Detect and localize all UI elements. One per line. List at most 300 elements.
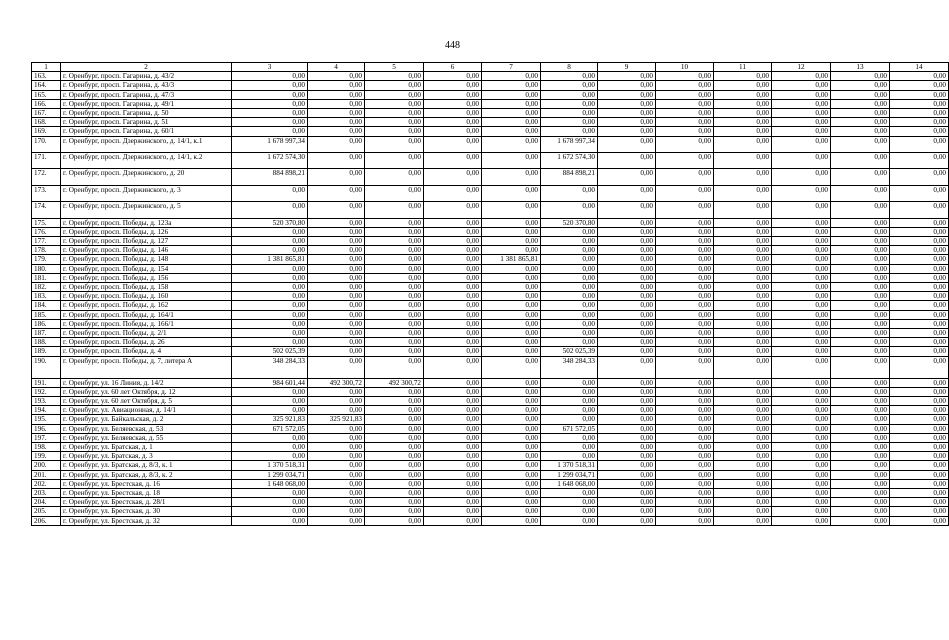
amount-cell: 0,00: [831, 246, 890, 255]
amount-cell: 0,00: [482, 406, 541, 415]
amount-cell: 0,00: [714, 433, 772, 442]
amount-cell: 0,00: [831, 81, 890, 90]
table-row: [32, 273, 949, 282]
amount-cell: 0,00: [541, 387, 598, 396]
row-number-cell: 170.: [32, 136, 61, 152]
amount-cell: 0,00: [656, 415, 714, 424]
amount-cell: 0,00: [890, 507, 949, 516]
amount-cell: 0,00: [424, 319, 482, 328]
amount-cell: 0,00: [772, 310, 831, 319]
address-cell: г. Оренбург, просп. Победы, д. 7, литера А: [61, 356, 232, 378]
amount-cell: 0,00: [365, 479, 424, 488]
amount-cell: 0,00: [656, 127, 714, 136]
amount-cell: 0,00: [308, 264, 365, 273]
amount-cell: 0,00: [424, 397, 482, 406]
amount-cell: 0,00: [831, 301, 890, 310]
amount-cell: 0,00: [772, 118, 831, 127]
amount-cell: 0,00: [890, 264, 949, 273]
amount-cell: 0,00: [772, 81, 831, 90]
amount-cell: 0,00: [308, 301, 365, 310]
amount-cell: 0,00: [831, 452, 890, 461]
amount-cell: 0,00: [890, 310, 949, 319]
amount-cell: 0,00: [772, 218, 831, 227]
amount-cell: 0,00: [232, 127, 308, 136]
amount-cell: 0,00: [656, 264, 714, 273]
amount-cell: 0,00: [365, 273, 424, 282]
amount-cell: 0,00: [424, 387, 482, 396]
table-row: [32, 109, 949, 118]
amount-cell: 0,00: [890, 218, 949, 227]
amount-cell: 0,00: [656, 136, 714, 152]
amount-cell: 0,00: [482, 127, 541, 136]
amount-cell: 0,00: [598, 246, 656, 255]
amount-cell: 0,00: [232, 202, 308, 218]
address-cell: г. Оренбург, просп. Дзержинского, д. 3: [61, 185, 232, 201]
amount-cell: 0,00: [541, 406, 598, 415]
row-number-cell: 186.: [32, 319, 61, 328]
table-row: [32, 347, 949, 356]
amount-cell: 0,00: [424, 255, 482, 264]
amount-cell: 0,00: [424, 136, 482, 152]
amount-cell: 0,00: [541, 255, 598, 264]
amount-cell: 0,00: [232, 227, 308, 236]
amount-cell: 1 299 034,71: [232, 470, 308, 479]
amount-cell: 671 572,05: [232, 424, 308, 433]
amount-cell: 0,00: [365, 489, 424, 498]
amount-cell: 0,00: [890, 292, 949, 301]
amount-cell: 0,00: [365, 185, 424, 201]
amount-cell: 0,00: [772, 406, 831, 415]
address-cell: г. Оренбург, просп. Гагарина, д. 43/3: [61, 81, 232, 90]
row-number-cell: 197.: [32, 433, 61, 442]
amount-cell: 0,00: [772, 516, 831, 525]
amount-cell: 0,00: [714, 72, 772, 81]
amount-cell: 0,00: [308, 118, 365, 127]
amount-cell: 0,00: [598, 283, 656, 292]
amount-cell: 1 648 068,00: [541, 479, 598, 488]
amount-cell: 0,00: [424, 99, 482, 108]
column-number-header: 3: [232, 63, 308, 72]
amount-cell: 0,00: [772, 185, 831, 201]
amount-cell: 0,00: [890, 255, 949, 264]
address-cell: г. Оренбург, просп. Победы, д. 158: [61, 283, 232, 292]
amount-cell: 1 678 997,34: [232, 136, 308, 152]
amount-cell: 0,00: [772, 292, 831, 301]
row-number-cell: 163.: [32, 72, 61, 81]
amount-cell: 0,00: [831, 127, 890, 136]
amount-cell: 0,00: [482, 310, 541, 319]
amount-cell: 0,00: [656, 169, 714, 185]
amount-cell: 0,00: [598, 255, 656, 264]
amount-cell: 0,00: [714, 347, 772, 356]
amount-cell: 0,00: [831, 283, 890, 292]
table-row: [32, 153, 949, 169]
amount-cell: 0,00: [598, 424, 656, 433]
amount-cell: 0,00: [714, 227, 772, 236]
amount-cell: 0,00: [598, 109, 656, 118]
amount-cell: 0,00: [656, 443, 714, 452]
amount-cell: 0,00: [424, 507, 482, 516]
amount-cell: 0,00: [831, 507, 890, 516]
address-cell: г. Оренбург, просп. Победы, д. 123а: [61, 218, 232, 227]
row-number-cell: 166.: [32, 99, 61, 108]
amount-cell: 492 300,72: [308, 378, 365, 387]
amount-cell: 0,00: [890, 329, 949, 338]
row-number-cell: 196.: [32, 424, 61, 433]
address-cell: г. Оренбург, ул. Беляевская, д. 53: [61, 424, 232, 433]
row-number-cell: 201.: [32, 470, 61, 479]
amount-cell: 0,00: [365, 99, 424, 108]
address-cell: г. Оренбург, ул. Брестская, д. 28/1: [61, 498, 232, 507]
column-number-header: 11: [714, 63, 772, 72]
column-number-header: 9: [598, 63, 656, 72]
amount-cell: 0,00: [598, 461, 656, 470]
amount-cell: 0,00: [714, 109, 772, 118]
column-number-header: 5: [365, 63, 424, 72]
amount-cell: 0,00: [656, 433, 714, 442]
address-cell: г. Оренбург, ул. Братская, д. 1: [61, 443, 232, 452]
amount-cell: 0,00: [424, 338, 482, 347]
amount-cell: 0,00: [714, 90, 772, 99]
amount-cell: 0,00: [831, 433, 890, 442]
amount-cell: 0,00: [308, 452, 365, 461]
amount-cell: 0,00: [482, 479, 541, 488]
amount-cell: 0,00: [365, 397, 424, 406]
amount-cell: 0,00: [482, 387, 541, 396]
row-number-cell: 173.: [32, 185, 61, 201]
amount-cell: 0,00: [831, 169, 890, 185]
amount-cell: 0,00: [714, 356, 772, 378]
amount-cell: 0,00: [308, 347, 365, 356]
amount-cell: 0,00: [308, 310, 365, 319]
amount-cell: 0,00: [232, 489, 308, 498]
table-row: [32, 310, 949, 319]
amount-cell: 0,00: [714, 329, 772, 338]
amount-cell: 0,00: [482, 452, 541, 461]
address-cell: г. Оренбург, просп. Победы, д. 162: [61, 301, 232, 310]
column-number-header: 1: [32, 63, 61, 72]
amount-cell: 0,00: [656, 479, 714, 488]
amount-cell: 0,00: [890, 118, 949, 127]
amount-cell: 0,00: [424, 424, 482, 433]
amount-cell: 0,00: [232, 109, 308, 118]
amount-cell: 0,00: [308, 292, 365, 301]
amount-cell: 0,00: [772, 387, 831, 396]
amount-cell: 0,00: [714, 397, 772, 406]
amount-cell: 0,00: [424, 90, 482, 99]
amount-cell: 0,00: [598, 378, 656, 387]
address-cell: г. Оренбург, просп. Гагарина, д. 43/2: [61, 72, 232, 81]
row-number-cell: 185.: [32, 310, 61, 319]
amount-cell: 0,00: [365, 283, 424, 292]
amount-cell: 0,00: [714, 461, 772, 470]
amount-cell: 0,00: [365, 329, 424, 338]
amount-cell: 0,00: [714, 136, 772, 152]
row-number-cell: 172.: [32, 169, 61, 185]
amount-cell: 0,00: [308, 433, 365, 442]
amount-cell: 0,00: [365, 507, 424, 516]
amount-cell: 0,00: [365, 310, 424, 319]
amount-cell: 0,00: [714, 127, 772, 136]
amount-cell: 0,00: [232, 433, 308, 442]
table-row: [32, 319, 949, 328]
amount-cell: 0,00: [831, 424, 890, 433]
amount-cell: 0,00: [890, 356, 949, 378]
amount-cell: 0,00: [482, 347, 541, 356]
amount-cell: 0,00: [598, 202, 656, 218]
amount-cell: 0,00: [598, 236, 656, 245]
amount-cell: 0,00: [656, 283, 714, 292]
amount-cell: 0,00: [232, 99, 308, 108]
amount-cell: 0,00: [831, 185, 890, 201]
amount-cell: 0,00: [365, 452, 424, 461]
amount-cell: 0,00: [541, 90, 598, 99]
amount-cell: 0,00: [598, 479, 656, 488]
address-cell: г. Оренбург, ул. Брестская, д. 18: [61, 489, 232, 498]
amount-cell: 0,00: [772, 498, 831, 507]
amount-cell: 0,00: [772, 99, 831, 108]
amount-cell: 0,00: [598, 443, 656, 452]
table-row: [32, 356, 949, 378]
amount-cell: 0,00: [772, 470, 831, 479]
amount-cell: 0,00: [424, 498, 482, 507]
amount-cell: 0,00: [831, 90, 890, 99]
row-number-cell: 205.: [32, 507, 61, 516]
amount-cell: 0,00: [831, 443, 890, 452]
amount-cell: 0,00: [424, 443, 482, 452]
amount-cell: 0,00: [482, 397, 541, 406]
address-cell: г. Оренбург, ул. Братская, д. 3: [61, 452, 232, 461]
amount-cell: 0,00: [424, 347, 482, 356]
amount-cell: 0,00: [308, 498, 365, 507]
amount-cell: 0,00: [890, 246, 949, 255]
address-cell: г. Оренбург, ул. Братская, д. 8/3, к. 2: [61, 470, 232, 479]
amount-cell: 0,00: [482, 273, 541, 282]
column-number-header: 2: [61, 63, 232, 72]
amount-cell: 0,00: [308, 470, 365, 479]
table-row: [32, 498, 949, 507]
amount-cell: 0,00: [598, 90, 656, 99]
amount-cell: 0,00: [424, 153, 482, 169]
amount-cell: 0,00: [598, 127, 656, 136]
amount-cell: 0,00: [598, 292, 656, 301]
address-cell: г. Оренбург, ул. Братская, д. 8/3, к. 1: [61, 461, 232, 470]
amount-cell: 0,00: [598, 264, 656, 273]
amount-cell: 0,00: [714, 99, 772, 108]
amount-cell: 0,00: [656, 202, 714, 218]
amount-cell: 0,00: [541, 185, 598, 201]
amount-cell: 0,00: [890, 109, 949, 118]
amount-cell: 0,00: [831, 99, 890, 108]
amount-cell: 0,00: [714, 387, 772, 396]
amount-cell: 0,00: [772, 236, 831, 245]
amount-cell: 0,00: [482, 118, 541, 127]
row-number-cell: 179.: [32, 255, 61, 264]
amount-cell: 1 299 034,71: [541, 470, 598, 479]
amount-cell: 0,00: [598, 433, 656, 442]
address-cell: г. Оренбург, ул. 60 лет Октября, д. 5: [61, 397, 232, 406]
amount-cell: 0,00: [714, 169, 772, 185]
amount-cell: 0,00: [714, 406, 772, 415]
amount-cell: 1 381 865,81: [482, 255, 541, 264]
amount-cell: 0,00: [890, 479, 949, 488]
amount-cell: 502 025,39: [232, 347, 308, 356]
amount-cell: 0,00: [365, 424, 424, 433]
amount-cell: 0,00: [598, 118, 656, 127]
amount-cell: 0,00: [424, 218, 482, 227]
amount-cell: 0,00: [772, 169, 831, 185]
amount-cell: 0,00: [656, 516, 714, 525]
amount-cell: 0,00: [598, 507, 656, 516]
amount-cell: 0,00: [656, 118, 714, 127]
amount-cell: 0,00: [541, 109, 598, 118]
column-number-header: 7: [482, 63, 541, 72]
address-cell: г. Оренбург, ул. Брестская, д. 30: [61, 507, 232, 516]
table-row: [32, 99, 949, 108]
amount-cell: 0,00: [890, 338, 949, 347]
amount-cell: 0,00: [541, 99, 598, 108]
row-number-cell: 199.: [32, 452, 61, 461]
amount-cell: 0,00: [656, 185, 714, 201]
amount-cell: 0,00: [890, 387, 949, 396]
amount-cell: 0,00: [831, 329, 890, 338]
amount-cell: 0,00: [541, 301, 598, 310]
amount-cell: 0,00: [772, 415, 831, 424]
table-row: [32, 433, 949, 442]
amount-cell: 0,00: [714, 489, 772, 498]
amount-cell: 0,00: [656, 301, 714, 310]
amount-cell: 0,00: [831, 118, 890, 127]
amount-cell: 0,00: [772, 397, 831, 406]
amount-cell: 0,00: [365, 81, 424, 90]
amount-cell: 0,00: [890, 443, 949, 452]
amount-cell: 0,00: [365, 498, 424, 507]
page-number: 448: [445, 40, 460, 51]
amount-cell: 0,00: [308, 90, 365, 99]
amount-cell: 0,00: [890, 397, 949, 406]
table-row: [32, 461, 949, 470]
amount-cell: 0,00: [482, 356, 541, 378]
amount-cell: 0,00: [598, 338, 656, 347]
amount-cell: 0,00: [308, 406, 365, 415]
amount-cell: 0,00: [365, 443, 424, 452]
amount-cell: 0,00: [656, 90, 714, 99]
amount-cell: 0,00: [424, 72, 482, 81]
row-number-cell: 189.: [32, 347, 61, 356]
amount-cell: 0,00: [772, 424, 831, 433]
amount-cell: 0,00: [232, 329, 308, 338]
amount-cell: 0,00: [541, 127, 598, 136]
amount-cell: 492 300,72: [365, 378, 424, 387]
amount-cell: 0,00: [656, 310, 714, 319]
amount-cell: 0,00: [656, 387, 714, 396]
amount-cell: 0,00: [772, 246, 831, 255]
amount-cell: 0,00: [656, 109, 714, 118]
amount-cell: 0,00: [482, 507, 541, 516]
amount-cell: 0,00: [890, 347, 949, 356]
amount-cell: 0,00: [232, 406, 308, 415]
amount-cell: 0,00: [308, 81, 365, 90]
row-number-cell: 174.: [32, 202, 61, 218]
amount-cell: 0,00: [598, 273, 656, 282]
amount-cell: 348 284,33: [541, 356, 598, 378]
amount-cell: 0,00: [308, 397, 365, 406]
table-row: [32, 301, 949, 310]
amount-cell: 0,00: [232, 90, 308, 99]
amount-cell: 0,00: [232, 264, 308, 273]
amount-cell: 0,00: [890, 99, 949, 108]
amount-cell: 0,00: [656, 319, 714, 328]
amount-cell: 520 370,80: [541, 218, 598, 227]
amount-cell: 0,00: [772, 273, 831, 282]
table-row: [32, 227, 949, 236]
amount-cell: 0,00: [598, 387, 656, 396]
amount-cell: 0,00: [308, 246, 365, 255]
amount-cell: 0,00: [308, 72, 365, 81]
table-row: [32, 406, 949, 415]
table-row: [32, 424, 949, 433]
amount-cell: 0,00: [365, 387, 424, 396]
amount-cell: 0,00: [772, 264, 831, 273]
amount-cell: 0,00: [772, 136, 831, 152]
address-cell: г. Оренбург, просп. Победы, д. 164/1: [61, 310, 232, 319]
amount-cell: 0,00: [308, 236, 365, 245]
address-cell: г. Оренбург, просп. Дзержинского, д. 5: [61, 202, 232, 218]
address-cell: г. Оренбург, просп. Гагарина, д. 47/3: [61, 90, 232, 99]
address-cell: г. Оренбург, просп. Победы, д. 154: [61, 264, 232, 273]
amount-cell: 0,00: [541, 452, 598, 461]
amount-cell: 0,00: [308, 479, 365, 488]
amount-cell: 0,00: [831, 415, 890, 424]
amount-cell: 0,00: [424, 329, 482, 338]
amount-cell: 0,00: [365, 246, 424, 255]
row-number-cell: 190.: [32, 356, 61, 378]
row-number-cell: 206.: [32, 516, 61, 525]
amount-cell: 0,00: [424, 246, 482, 255]
amount-cell: 0,00: [308, 273, 365, 282]
amount-cell: 0,00: [772, 153, 831, 169]
amount-cell: 0,00: [598, 218, 656, 227]
amount-cell: 0,00: [598, 498, 656, 507]
row-number-cell: 188.: [32, 338, 61, 347]
address-cell: г. Оренбург, ул. Брестская, д. 16: [61, 479, 232, 488]
amount-cell: 0,00: [598, 329, 656, 338]
amount-cell: 0,00: [424, 109, 482, 118]
amount-cell: 0,00: [890, 452, 949, 461]
amount-cell: 0,00: [365, 227, 424, 236]
amount-cell: 0,00: [831, 255, 890, 264]
amount-cell: 0,00: [365, 415, 424, 424]
amount-cell: 0,00: [482, 415, 541, 424]
amount-cell: 348 284,33: [232, 356, 308, 378]
amount-cell: 0,00: [772, 202, 831, 218]
column-number-header: 4: [308, 63, 365, 72]
amount-cell: 0,00: [772, 127, 831, 136]
address-cell: г. Оренбург, просп. Дзержинского, д. 14/1, к.1: [61, 136, 232, 152]
amount-cell: 0,00: [890, 136, 949, 152]
row-number-cell: 203.: [32, 489, 61, 498]
amount-cell: 0,00: [482, 470, 541, 479]
amount-cell: 0,00: [365, 236, 424, 245]
amount-cell: 884 898,21: [541, 169, 598, 185]
row-number-cell: 165.: [32, 90, 61, 99]
row-number-cell: 200.: [32, 461, 61, 470]
amount-cell: 0,00: [232, 452, 308, 461]
amount-cell: 0,00: [308, 516, 365, 525]
amount-cell: 0,00: [772, 227, 831, 236]
amount-cell: 0,00: [424, 127, 482, 136]
row-number-cell: 187.: [32, 329, 61, 338]
